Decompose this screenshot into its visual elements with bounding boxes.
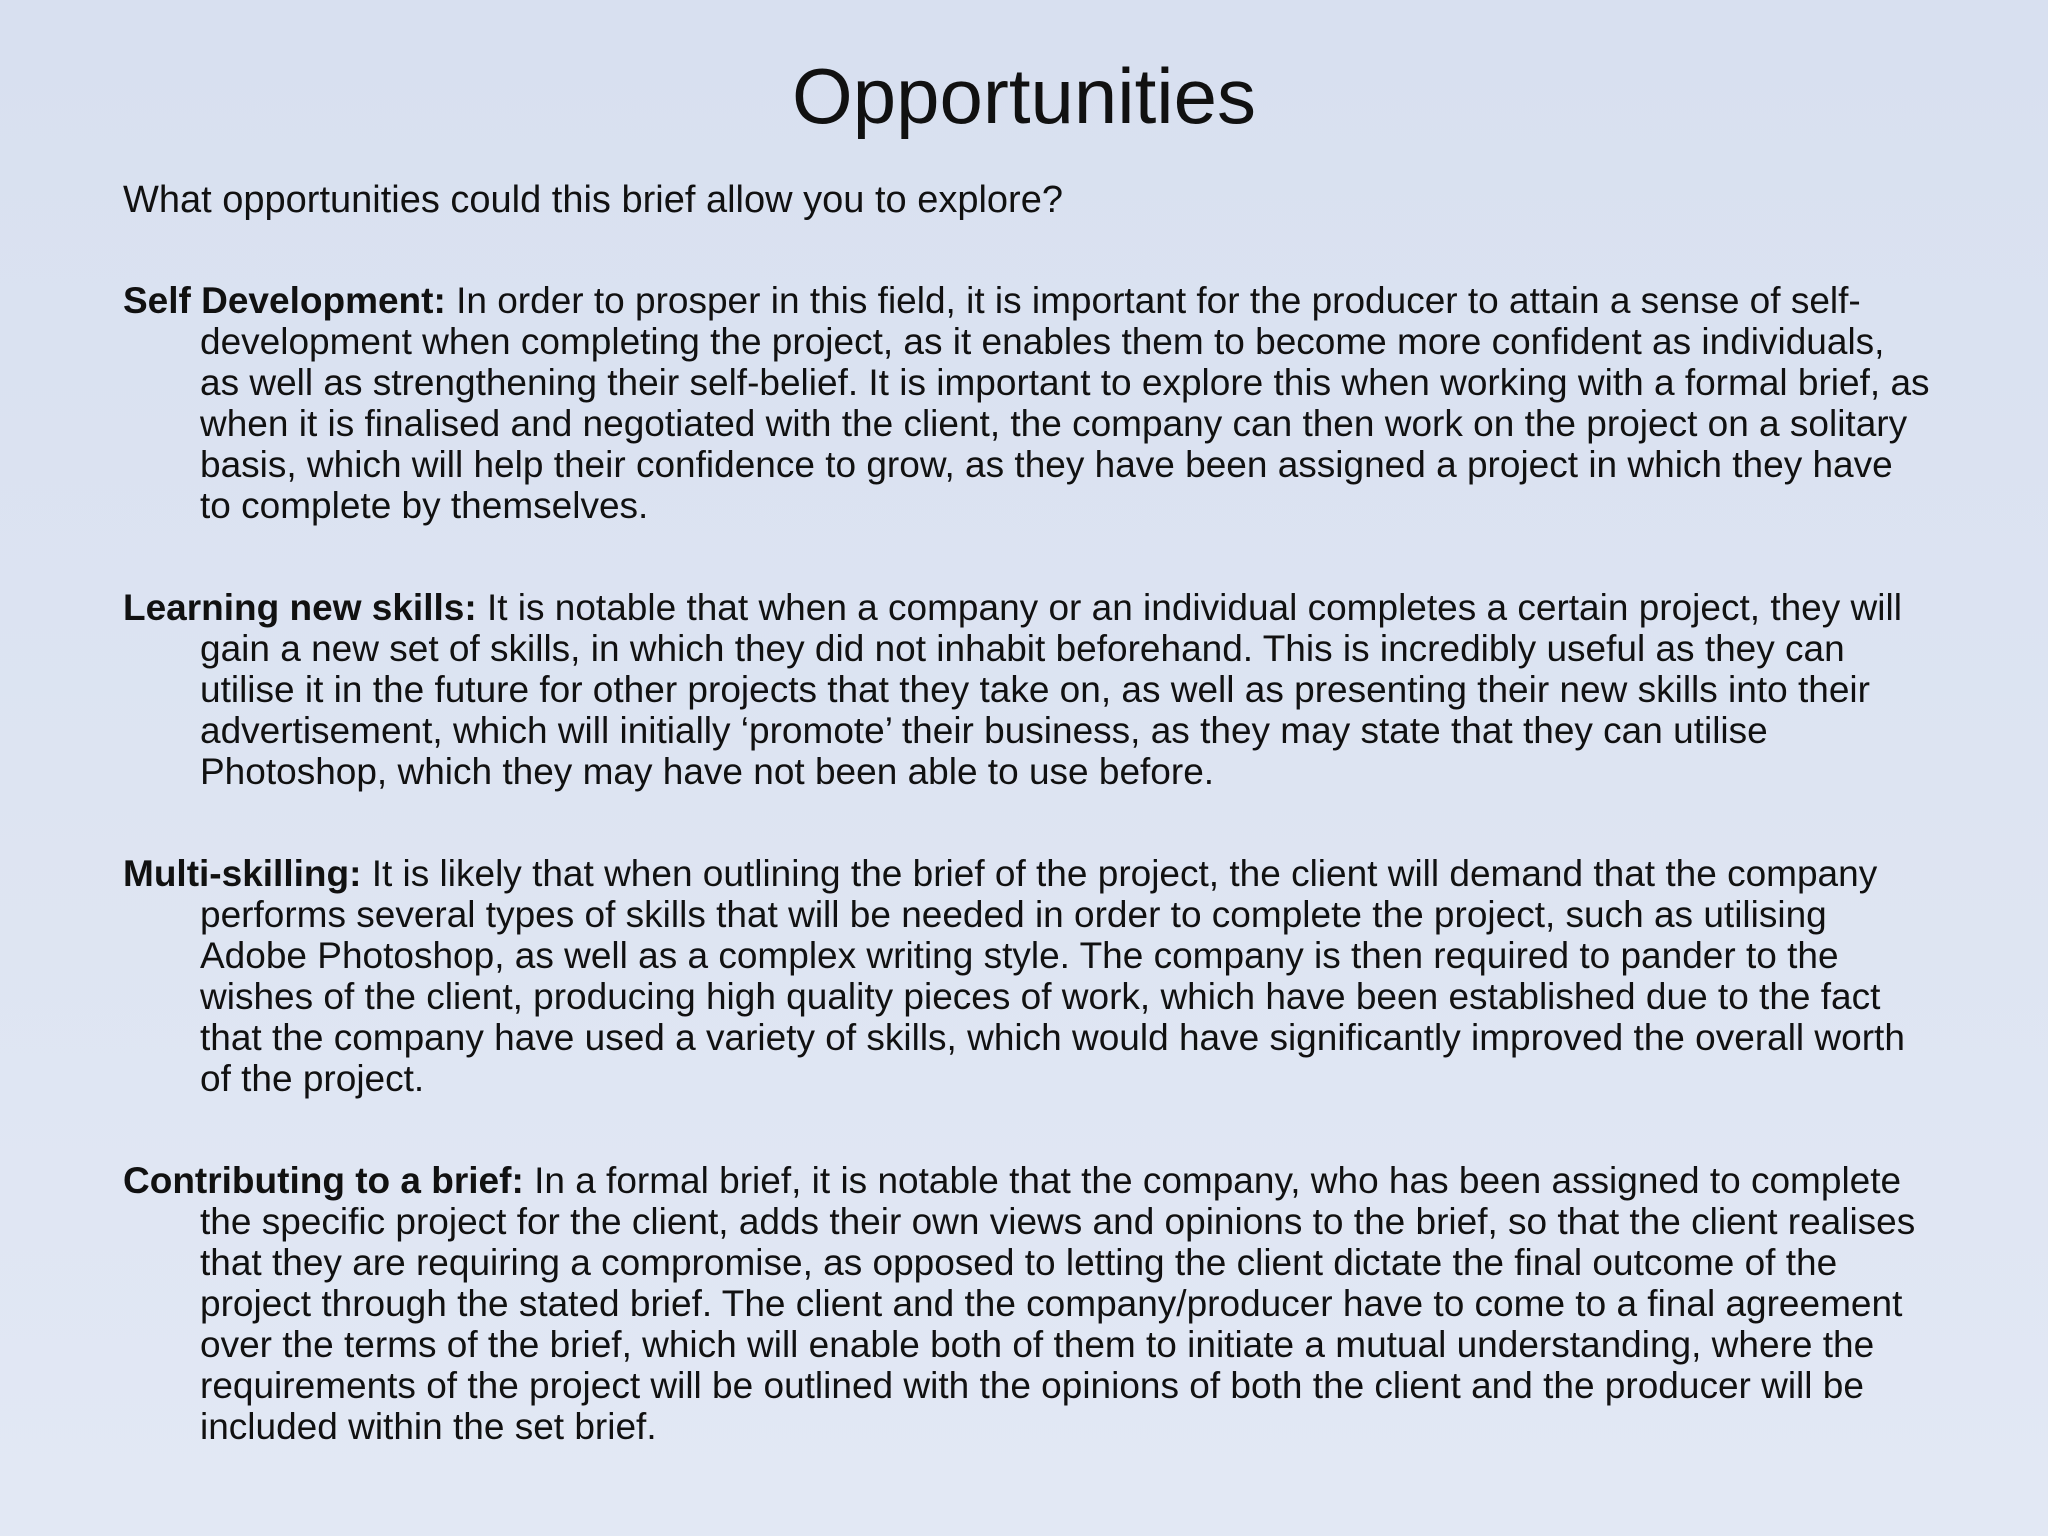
section-heading: Multi-skilling: <box>123 853 362 894</box>
section-learning-new-skills <box>123 587 1933 792</box>
section-heading: Learning new skills: <box>123 587 477 628</box>
section-contributing-to-a-brief <box>123 1160 1933 1447</box>
section-text: In a formal brief, it is notable that the company, who has been assigned to complete the specific project for the client, adds their own views and opinions to the brief, so that the client realises that they are requiring a compromise, as opposed to letting the client dictate the final outcome of the project through the stated brief. The client and the company/producer have to come to a final agreement over the terms of the brief, which will enable both of them to initiate a mutual understanding, where the requirements of the project will be outlined with the opinions of both the client and the producer will be included within the set brief. <box>200 1160 1916 1447</box>
section-self-development <box>123 280 1933 526</box>
intro-question: What opportunities could this brief allow you to explore? <box>123 179 1063 221</box>
section-heading: Contributing to a brief: <box>123 1160 524 1201</box>
slide-title: Opportunities <box>792 52 1256 140</box>
section-text: It is likely that when outlining the brief of the project, the client will demand that the company performs several types of skills that will be needed in order to complete the project, such as utilising Adobe Photoshop, as well as a complex writing style. The company is then required to pander to the wishes of the client, producing high quality pieces of work, which have been established due to the fact that the company have used a variety of skills, which would have significantly improved the overall worth of the project. <box>200 853 1905 1099</box>
section-text: In order to prosper in this field, it is important for the producer to attain a sense of self-development when completing the project, as it enables them to become more confident as individuals, as well as strengthening their self-belief. It is important to explore this when working with a formal brief, as when it is finalised and negotiated with the client, the company can then work on the project on a solitary basis, which will help their confidence to grow, as they have been assigned a project in which they have to complete by themselves. <box>200 280 1930 526</box>
section-multi-skilling <box>123 853 1933 1099</box>
section-heading: Self Development: <box>123 280 446 321</box>
section-text: It is notable that when a company or an individual completes a certain project, they will gain a new set of skills, in which they did not inhabit beforehand. This is incredibly useful as they can utilise it in the future for other projects that they take on, as well as presenting their new skills into their advertisement, which will initially ‘promote’ their business, as they may state that they can utilise Photoshop, which they may have not been able to use before. <box>200 587 1902 792</box>
